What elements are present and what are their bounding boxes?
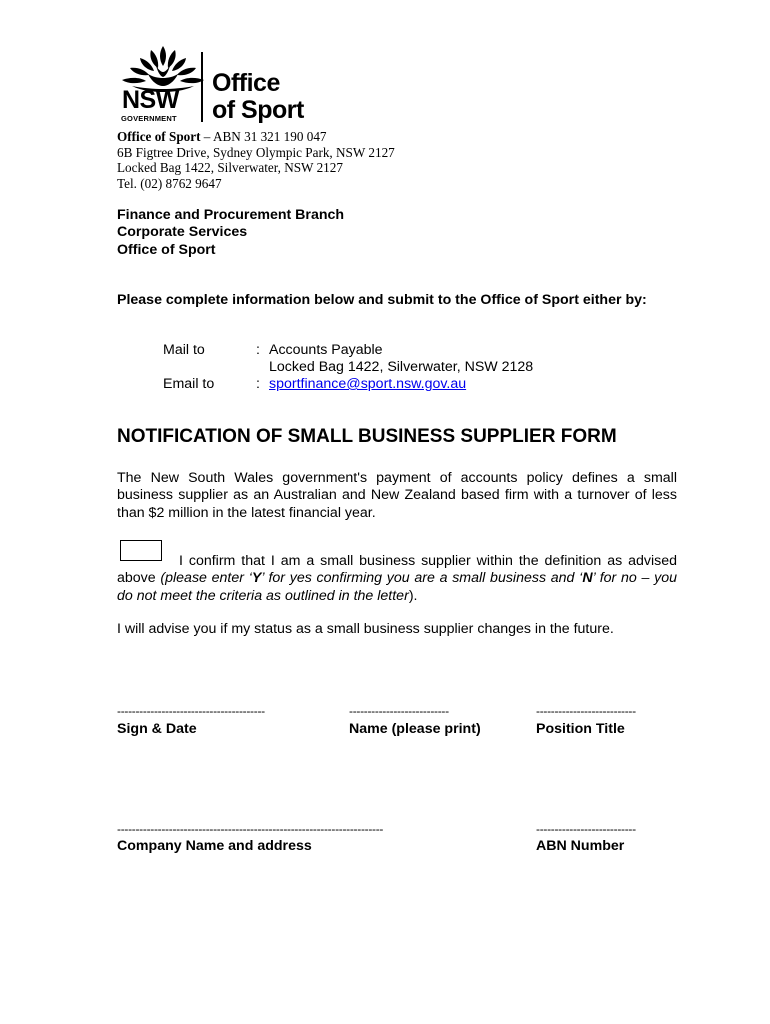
- mail-line-1: Accounts Payable: [269, 342, 383, 358]
- name-print-label: Name (please print): [349, 721, 481, 737]
- branch-line-2: Corporate Services: [117, 224, 248, 241]
- email-label: Email to: [163, 376, 215, 392]
- branch-line-3: Office of Sport: [117, 241, 216, 258]
- mail-label: Mail to: [163, 342, 205, 358]
- po-box: Locked Bag 1422, Silverwater, NSW 2127: [117, 160, 343, 176]
- of-sport-wordmark: of Sport: [212, 96, 304, 124]
- street-address: 6B Figtree Drive, Sydney Olympic Park, NSW 2127: [117, 144, 395, 160]
- abn-label: ABN Number: [536, 838, 625, 854]
- confirm-text: I confirm that I am a small business supplier within the definition as advised above: [117, 553, 677, 587]
- phone-number: Tel. (02) 8762 9647: [117, 175, 222, 191]
- org-name: Office of Sport: [117, 129, 201, 144]
- office-wordmark: Office: [212, 69, 280, 97]
- nsw-wordmark: NSW: [122, 86, 179, 114]
- submission-instructions: Please complete information below and submit to the Office of Sport either by:: [117, 292, 647, 308]
- government-wordmark: GOVERNMENT: [121, 114, 177, 123]
- position-title-line: ---------------------------: [536, 704, 636, 718]
- branch-line-1: Finance and Procurement Branch: [117, 207, 345, 223]
- sign-date-label: Sign & Date: [117, 721, 197, 737]
- mail-line-2: Locked Bag 1422, Silverwater, NSW 2128: [269, 359, 534, 375]
- office-of-sport-logo: [118, 44, 328, 126]
- address-block: [117, 129, 395, 191]
- advise-paragraph: I will advise you if my status as a small business supplier changes in the future.: [117, 621, 614, 637]
- confirm-no-letter: N: [582, 570, 593, 587]
- mail-separator: :: [256, 342, 260, 358]
- org-abn-line: [117, 129, 395, 145]
- confirm-paragraph: [117, 553, 677, 605]
- confirm-italic-3: ’ for no – you do not meet the criteria as outlined in the letter: [117, 570, 677, 604]
- name-print-line: ---------------------------: [349, 704, 449, 718]
- company-line: ------------------------------------------------------------------------: [117, 822, 384, 836]
- form-title: NOTIFICATION OF SMALL BUSINESS SUPPLIER FORM: [117, 426, 617, 447]
- email-separator: :: [256, 376, 260, 392]
- policy-paragraph: The New South Wales government's payment of accounts policy defines a small business supplier as an Australian and New Zealand based firm with a turnover of less than $2 million in the latest financial year.: [117, 470, 677, 521]
- email-link[interactable]: sportfinance@sport.nsw.gov.au: [269, 376, 467, 392]
- logo-divider: [201, 52, 203, 122]
- confirm-italic-2: ’ for yes confirming you are a small business and ‘: [261, 570, 583, 587]
- confirm-italic-1: (please enter ‘: [160, 570, 252, 587]
- sign-date-line: ----------------------------------------: [117, 704, 265, 718]
- abn-text: – ABN 31 321 190 047: [200, 129, 327, 144]
- abn-line: ---------------------------: [536, 822, 636, 836]
- branch-block: [117, 207, 344, 259]
- company-label: Company Name and address: [117, 838, 312, 854]
- position-title-label: Position Title: [536, 721, 625, 737]
- confirm-closing: ).: [408, 587, 418, 604]
- confirm-yes-letter: Y: [251, 570, 262, 587]
